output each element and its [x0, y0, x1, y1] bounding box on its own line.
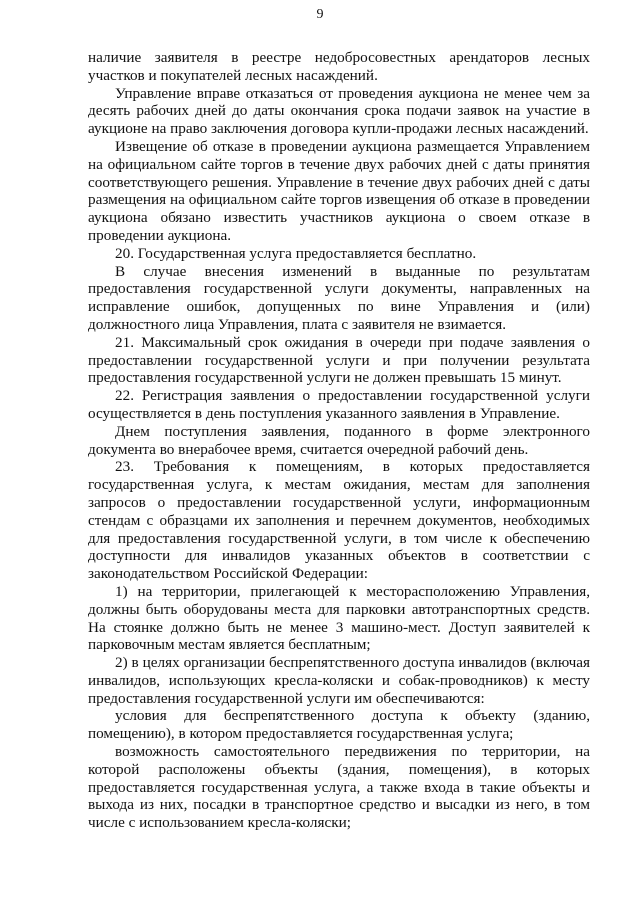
page-number: 9: [316, 7, 324, 22]
paragraph: 22. Регистрация заявления о предоставлении государственной услуги осуществляется в день поступления указанного заявления в Управление.: [88, 387, 590, 422]
paragraph: наличие заявителя в реестре недобросовестных арендаторов лесных участков и покупателей лесных насаждений.: [88, 49, 590, 84]
paragraph: условия для беспрепятственного доступа к объекту (зданию, помещению), в котором предоставляется государственная услуга;: [88, 707, 590, 743]
paragraph: 20. Государственная услуга предоставляется бесплатно.: [115, 244, 477, 262]
paragraph: 1) на территории, прилегающей к месторасположению Управления, должны быть оборудованы места для парковки автотранспортных средств. На стоянке должно быть не менее 3 машино-мест. Доступ заявителей к парковочным местам является бесплатным;: [88, 582, 590, 654]
paragraph: В случае внесения изменений в выданные по результатам предоставления государственной услуги документы, направленных на исправление ошибок, допущенных по вине Управления и (или) должностного лица Управления, плата с заявителя не взимается.: [88, 262, 590, 333]
paragraph: Днем поступления заявления, поданного в форме электронного документа во внерабочее время, считается очередной рабочий день.: [88, 422, 590, 458]
paragraph: 2) в целях организации беспрепятственного доступа инвалидов (включая инвалидов, использующих кресла-коляски и собак-проводников) к месту предоставления государственной услуги им обеспечиваются:: [88, 654, 590, 707]
paragraph: Извещение об отказе в проведении аукциона размещается Управлением на официальном сайте торгов в течение двух рабочих дней с даты принятия соответствующего решения. Управление в течение двух рабочих дней с даты размещения на официальном сайте торгов извещения об отказе в проведении аукциона обязано известить участников аукциона о своем отказе в проведении аукциона.: [88, 137, 590, 244]
paragraph: возможность самостоятельного передвижения по территории, на которой расположены объекты (здания, помещения), в которых предоставляется государственная услуга, а также входа в такие объекты и выхода из них, посадки в транспортное средство и высадки из него, в том числе с использованием кресла-коляски;: [88, 743, 590, 832]
paragraph: 21. Максимальный срок ожидания в очереди при подаче заявления о предоставлении государственной услуги и при получении результата предоставления государственной услуги не должен превышать 15 минут.: [88, 333, 590, 387]
document-body: [88, 49, 590, 832]
paragraph: Управление вправе отказаться от проведения аукциона не менее чем за десять рабочих дней до даты окончания срока подачи заявок на участие в аукционе на право заключения договора купли-продажи лесных насаждений.: [88, 84, 590, 138]
paragraph: 23. Требования к помещениям, в которых предоставляется государственная услуга, к местам ожидания, местам для заполнения запросов о предоставлении государственной услуги, информационным стендам с образцами их заполнения и перечнем документов, необходимых для предоставления государственной услуги, в том числе к обеспечению доступности для инвалидов указанных объектов в соответствии с законодательством Российской Федерации:: [88, 458, 590, 583]
